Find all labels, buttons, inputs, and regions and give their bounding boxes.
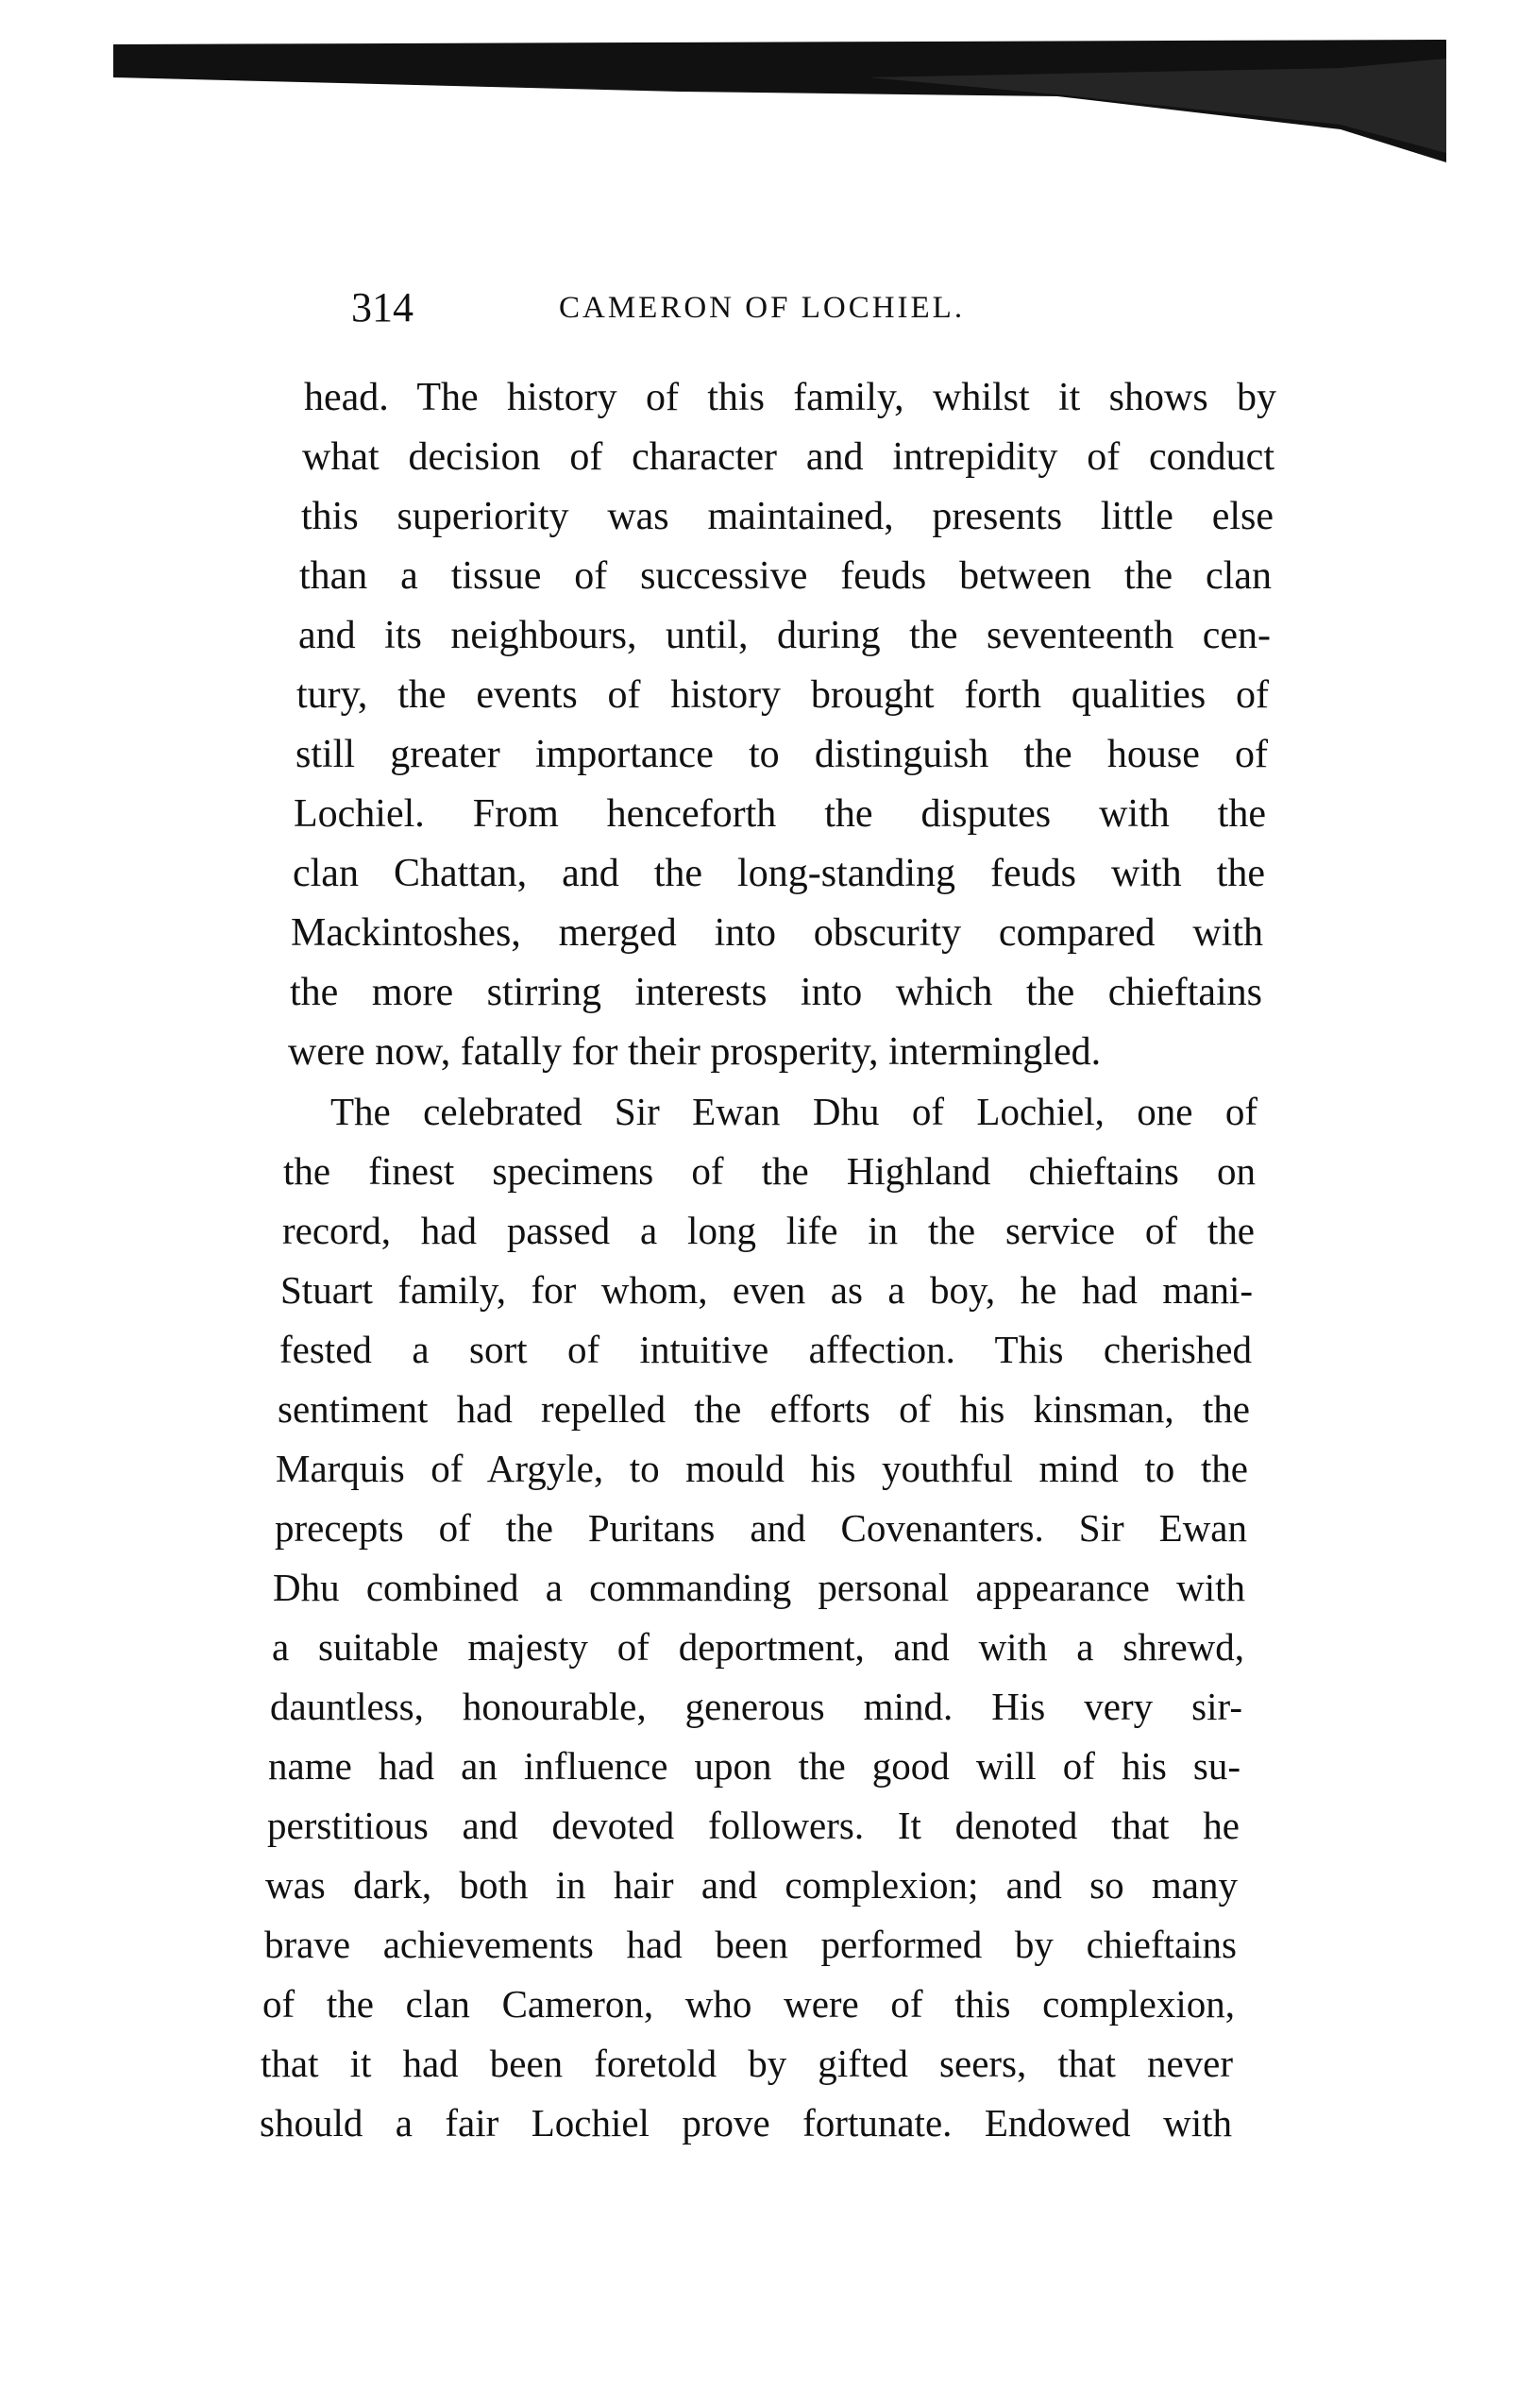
running-head: CAMERON OF LOCHIEL. [559, 291, 966, 325]
text-line: sentiment had repelled the efforts of his kinsman, the [278, 1387, 1250, 1431]
text-line: this superiority was maintained, presents little else [301, 495, 1274, 538]
text-line: still greater importance to distinguish the house of [295, 733, 1268, 776]
text-line: was dark, both in hair and complexion; and so many [265, 1863, 1238, 1907]
text-line: perstitious and devoted followers. It denoted that he [267, 1804, 1240, 1847]
text-line: brave achievements had been performed by chieftains [264, 1923, 1237, 1966]
text-line: Lochiel. From henceforth the disputes with the [294, 792, 1266, 836]
text-line: Stuart family, for whom, even as a boy, he had mani- [280, 1268, 1253, 1312]
text-line: Dhu combined a commanding personal appearance with [273, 1566, 1245, 1609]
text-line: of the clan Cameron, who were of this complexion, [262, 1982, 1235, 2026]
scan-edge-shadow [113, 40, 1446, 162]
page-header [304, 283, 1276, 340]
text-line: clan Chattan, and the long-standing feuds with the [293, 852, 1265, 895]
text-line: were now, fatally for their prosperity, intermingled. [288, 1030, 1102, 1074]
text-line: Mackintoshes, merged into obscurity compared with [291, 911, 1263, 955]
text-line: and its neighbours, until, during the seventeenth cen- [298, 614, 1271, 657]
text-line: tury, the events of history brought forth qualities of [296, 673, 1269, 717]
text-line: head. The history of this family, whilst it shows by [304, 376, 1276, 419]
page-number: 314 [351, 284, 414, 331]
paragraph-1 [288, 368, 1276, 1082]
text-line: name had an influence upon the good will of his su- [268, 1744, 1241, 1788]
page-body [260, 368, 1276, 2153]
text-line: the more stirring interests into which the chieftains [290, 971, 1262, 1014]
text-line: that it had been foretold by gifted seers, that never [261, 2042, 1233, 2085]
text-line: the finest specimens of the Highland chieftains on [283, 1149, 1256, 1193]
text-line: record, had passed a long life in the service of the [282, 1209, 1255, 1252]
text-line: Marquis of Argyle, to mould his youthful mind to the [276, 1447, 1248, 1490]
text-line: The celebrated Sir Ewan Dhu of Lochiel, one of [330, 1090, 1257, 1133]
text-line: dauntless, honourable, generous mind. His very sir- [270, 1685, 1242, 1728]
text-line: a suitable majesty of deportment, and with a shrewd, [272, 1625, 1244, 1669]
text-line: than a tissue of successive feuds between the clan [299, 554, 1272, 598]
text-line: should a fair Lochiel prove fortunate. Endowed with [260, 2101, 1232, 2145]
text-line: fested a sort of intuitive affection. This cherished [279, 1328, 1252, 1371]
text-line: precepts of the Puritans and Covenanters. Sir Ewan [275, 1506, 1247, 1550]
text-line: what decision of character and intrepidity of conduct [302, 435, 1274, 479]
paragraph-2 [260, 1082, 1276, 2153]
